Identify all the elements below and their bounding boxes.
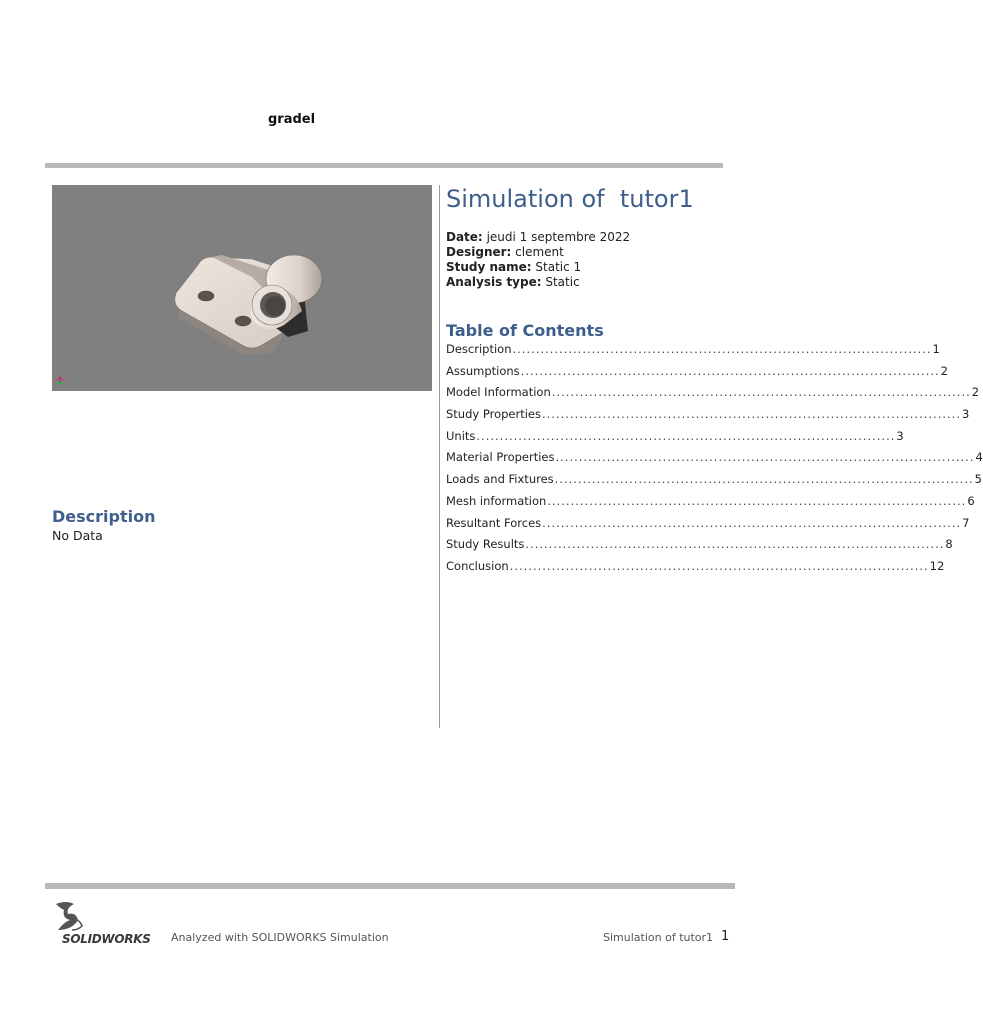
model-viewport-image [52, 185, 432, 391]
column-divider [439, 185, 440, 728]
toc-page-number: 7 [962, 515, 970, 530]
solidworks-logo-text: SOLIDWORKS [62, 932, 151, 946]
toc-leader-dots: .......................................................................................... [547, 493, 967, 508]
toc-page-number: 4 [975, 450, 983, 465]
toc-leader-dots: .......................................................................................... [525, 537, 945, 552]
author-name: gradel [268, 112, 316, 127]
toc-item-material-properties[interactable] [446, 450, 983, 472]
toc-page-number: 5 [974, 472, 982, 487]
meta-analysis-type [446, 275, 630, 290]
report-title: Simulation of tutor1 [446, 185, 694, 213]
toc-leader-dots: .......................................................................................... [512, 342, 932, 356]
toc-item-loads-and-fixtures[interactable] [446, 472, 982, 494]
footer-page-number: 1 [721, 929, 730, 944]
toc-page-number: 6 [967, 493, 975, 508]
bracket-part-render [52, 185, 432, 391]
footer-rule [45, 883, 735, 889]
toc-page-number: 3 [896, 428, 904, 443]
toc-label: Units [446, 428, 476, 443]
toc-page-number: 12 [929, 558, 945, 573]
toc-item-description[interactable] [446, 342, 940, 364]
toc-leader-dots: .......................................................................................... [555, 450, 975, 465]
toc-label: Assumptions [446, 363, 520, 378]
toc-label: Resultant Forces [446, 515, 542, 530]
toc-leader-dots: .......................................................................................... [509, 558, 929, 573]
toc-label: Study Properties [446, 407, 541, 422]
toc-item-model-information[interactable] [446, 385, 980, 407]
toc-item-mesh-information[interactable] [446, 493, 975, 516]
meta-study-name-label: Study name: [446, 260, 532, 274]
meta-date [446, 230, 630, 245]
study-meta [446, 230, 630, 290]
toc-leader-dots: .......................................................................................... [476, 428, 896, 443]
toc-page-number: 1 [932, 342, 940, 356]
toc-item-study-properties[interactable] [446, 407, 970, 429]
toc-leader-dots: .......................................................................................... [541, 407, 961, 422]
toc-item-assumptions[interactable] [446, 363, 948, 386]
meta-date-value: jeudi 1 septembre 2022 [486, 230, 631, 244]
toc-page-number: 2 [971, 385, 980, 400]
toc-label: Description [446, 342, 512, 356]
axis-triad-icon [55, 377, 65, 383]
description-body: No Data [52, 528, 103, 543]
meta-designer-value: clement [515, 245, 564, 259]
meta-study-name-value: Static 1 [535, 260, 582, 274]
toc-page-number: 8 [945, 537, 953, 552]
footer-doc-title: Simulation of tutor1 [603, 931, 714, 944]
toc-label: Loads and Fixtures [446, 472, 554, 487]
toc-label: Material Properties [446, 450, 555, 465]
meta-date-label: Date: [446, 230, 483, 244]
toc-label: Conclusion [446, 558, 509, 573]
toc-item-resultant-forces[interactable] [446, 515, 970, 538]
toc-label: Study Results [446, 537, 525, 552]
toc-item-study-results[interactable] [446, 537, 953, 559]
toc-leader-dots: .......................................................................................... [520, 363, 940, 378]
meta-analysis-type-label: Analysis type: [446, 275, 542, 289]
meta-designer-label: Designer: [446, 245, 512, 259]
meta-analysis-type-value: Static [545, 275, 580, 289]
toc-page-number: 2 [940, 363, 948, 378]
meta-designer [446, 245, 630, 260]
toc-page-number: 3 [961, 407, 970, 422]
description-heading: Description [52, 507, 156, 526]
toc-leader-dots: .......................................................................................... [554, 472, 974, 487]
toc-leader-dots: .......................................................................................... [551, 385, 971, 400]
footer-analyzed-with: Analyzed with SOLIDWORKS Simulation [171, 931, 389, 944]
header-rule [45, 163, 723, 168]
toc-label: Mesh information [446, 493, 547, 508]
toc-item-units[interactable] [446, 428, 904, 451]
table-of-contents [446, 342, 983, 581]
toc-item-conclusion[interactable] [446, 558, 945, 581]
meta-study-name [446, 260, 630, 275]
toc-leader-dots: .......................................................................................... [542, 515, 962, 530]
toc-heading: Table of Contents [446, 321, 604, 340]
toc-label: Model Information [446, 385, 551, 400]
